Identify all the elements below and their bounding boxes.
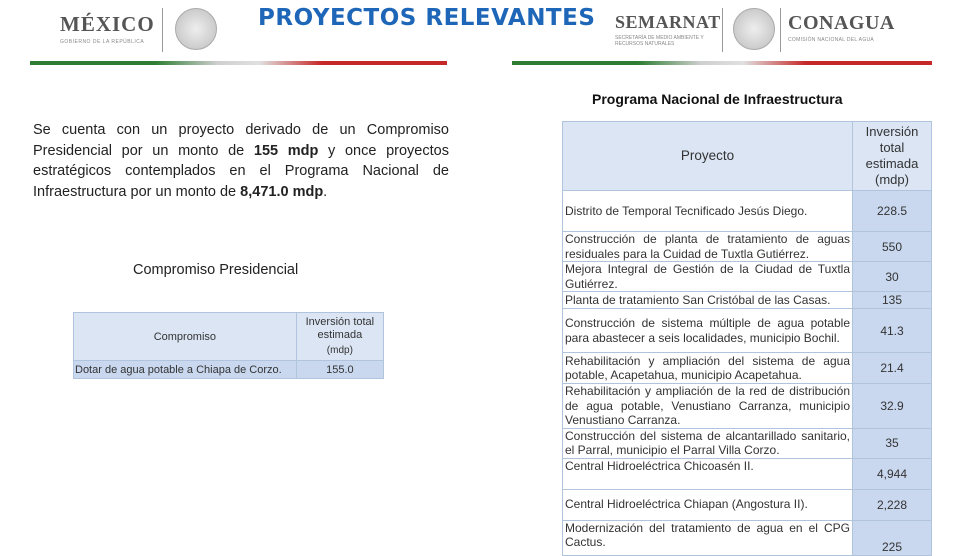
project-name: Rehabilitación y ampliación del sistema de agua potable, Acapetahua, municipio Acapetahua. (563, 353, 853, 384)
header-divider (162, 8, 163, 52)
project-name: Construcción de planta de tratamiento de aguas residuales para la Cuidad de Tuxtla Gutiérrez. (563, 232, 853, 262)
project-name: Modernización del tratamiento de agua en el CPG Cactus. (563, 520, 853, 555)
compromiso-name: Dotar de agua potable a Chiapa de Corzo. (74, 361, 297, 379)
project-amount: 32.9 (853, 384, 932, 429)
table-row (563, 353, 932, 384)
project-amount: 228.5 (853, 191, 932, 232)
project-amount: 550 (853, 232, 932, 262)
column-header-label: Inversión total estimada (mdp) (865, 124, 919, 187)
project-name: Construcción de sistema múltiple de agua potable para abastecer a seis localidades, municipio Bochil. (563, 309, 853, 353)
project-name: Rehabilitación y ampliación de la red de distribución de agua potable, Venustiano Carranza, municipio Venustiano Carranza. (563, 384, 853, 429)
eagle-seal-icon (175, 8, 217, 50)
intro-text: y once proyectos estratégicos contemplados en el Programa Nacional de Infraestructura por un monto de (33, 142, 449, 200)
project-amount: 4,944 (853, 458, 932, 489)
intro-amount: 155 mdp (253, 142, 319, 159)
semarnat-logo-sub: SECRETARÍA DE MEDIO AMBIENTE Y RECURSOS NATURALES (615, 35, 704, 47)
header (0, 0, 961, 70)
intro-text: Se cuenta con un proyecto derivado de un Compromiso Presidencial por un monto de (33, 122, 449, 159)
project-name: Distrito de Temporal Tecnificado Jesús Diego. (563, 191, 853, 232)
project-name: Central Hidroeléctrica Chiapan (Angostura II). (563, 489, 853, 520)
project-amount: 30 (853, 262, 932, 292)
mexico-logo-sub: GOBIERNO DE LA REPÚBLICA (60, 39, 145, 45)
conagua-logo-word: CONAGUA (788, 12, 895, 34)
project-name: Construcción del sistema de alcantarillado sanitario, el Parral, municipio el Parral Villa Corzo. (563, 428, 853, 458)
compromiso-section-title: Compromiso Presidencial (133, 262, 299, 278)
conagua-logo-sub: COMISIÓN NACIONAL DEL AGUA (788, 37, 875, 43)
flag-stripe (512, 61, 932, 65)
column-header-label: Proyecto (680, 147, 735, 163)
column-header-unit: (mdp) (326, 345, 353, 356)
project-amount: 225 (853, 520, 932, 555)
flag-stripe (30, 61, 447, 65)
table-row (74, 361, 384, 379)
intro-paragraph (33, 120, 449, 202)
column-header-label: Inversión total estimada (305, 316, 375, 341)
table-row (563, 520, 932, 555)
intro-amount: 8,471.0 mdp (240, 183, 324, 200)
table-row (563, 191, 932, 232)
column-header-inversion (296, 313, 383, 361)
semarnat-logo (615, 12, 721, 47)
project-name: Mejora Integral de Gestión de la Ciudad de Tuxtla Gutiérrez. (563, 262, 853, 292)
mexico-logo (60, 12, 160, 50)
pni-section-title: Programa Nacional de Infraestructura (592, 91, 843, 107)
table-row (563, 489, 932, 520)
eagle-seal-icon (733, 8, 775, 50)
project-amount: 2,228 (853, 489, 932, 520)
header-divider (722, 8, 723, 52)
project-amount: 35 (853, 428, 932, 458)
compromiso-amount: 155.0 (296, 361, 383, 379)
project-amount: 41.3 (853, 309, 932, 353)
table-header-row (74, 313, 384, 361)
project-amount: 135 (853, 292, 932, 309)
table-row (563, 232, 932, 262)
conagua-logo (788, 12, 918, 43)
header-divider (780, 8, 781, 52)
table-row (563, 428, 932, 458)
table-header-row (563, 122, 932, 191)
page-title: PROYECTOS RELEVANTES (258, 5, 596, 31)
intro-text: . (323, 183, 328, 200)
column-header-proyecto (563, 122, 853, 191)
project-name: Planta de tratamiento San Cristóbal de las Casas. (563, 292, 853, 309)
project-name: Central Hidroeléctrica Chicoasén II. (563, 458, 853, 489)
column-header-compromiso (74, 313, 297, 361)
table-row (563, 458, 932, 489)
compromiso-table (73, 312, 384, 379)
table-row (563, 309, 932, 353)
column-header-label: Compromiso (153, 330, 217, 343)
table-row (563, 262, 932, 292)
table-row (563, 384, 932, 429)
project-amount: 21.4 (853, 353, 932, 384)
semarnat-logo-word: SEMARNAT (615, 12, 721, 32)
column-header-inversion (853, 122, 932, 191)
mexico-logo-word: MÉXICO (60, 12, 155, 36)
table-row (563, 292, 932, 309)
pni-table (562, 121, 932, 556)
